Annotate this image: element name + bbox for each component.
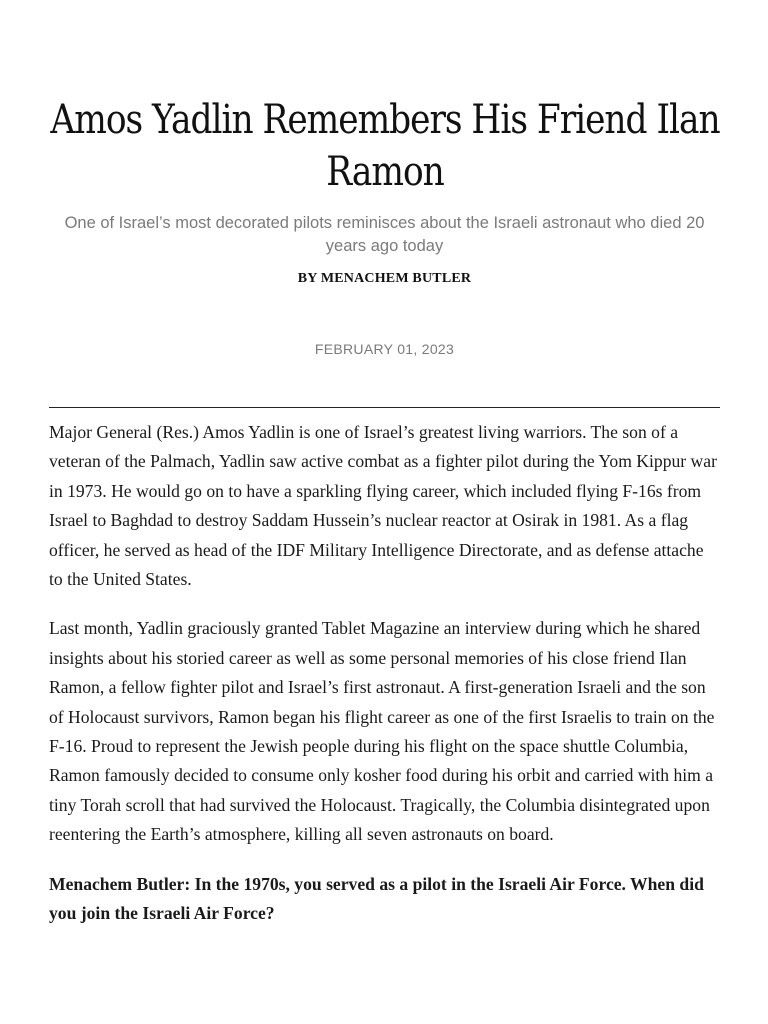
interview-question: Menachem Butler: In the 1970s, you served as a pilot in the Israeli Air Force. When did you join the Israeli Air Force?	[49, 873, 704, 924]
article-body	[49, 418, 720, 929]
author-link[interactable]: MENACHEM BUTLER	[320, 271, 472, 286]
paragraph-intro: Major General (Res.) Amos Yadlin is one of Israel’s greatest living warriors. The son of a veteran of the Palmach, Yadlin saw active combat as a fighter pilot during the Yom Kippur war in 1973. He would go on to have a sparkling flying career, which included flying F-16s from Israel to Baghdad to destroy Saddam Hussein’s nuclear reactor at Osirak in 1981. As a flag officer, he served as head of the IDF Military Intelligence Directorate, and as defense attache to the United States.	[49, 422, 717, 590]
divider	[49, 407, 720, 408]
paragraph-background: Last month, Yadlin graciously granted Tablet Magazine an interview during which he shared insights about his storied career as well as some personal memories of his close friend Ilan Ramon, a fellow fighter pilot and Israel’s first astronaut. A first-generation Israeli and the son of Holocaust survivors, Ramon began his flight career as one of the first Israelis to train on the F-16. Proud to represent the Jewish people during his flight on the space shuttle Columbia, Ramon famously decided to consume only kosher food during his orbit and carried with him a tiny Torah scroll that had survived the Holocaust. Tragically, the Columbia disintegrated upon reentering the Earth’s atmosphere, killing all seven astronauts on board.	[49, 618, 715, 845]
subheadline: One of Israel’s most decorated pilots reminisces about the Israeli astronaut who died 20 years ago today	[64, 214, 705, 255]
publish-date: FEBRUARY 01, 2023	[314, 341, 455, 357]
byline-prefix: BY	[297, 271, 318, 286]
article	[49, 0, 720, 949]
byline	[49, 271, 720, 287]
headline: Amos Yadlin Remembers His Friend Ilan Ramon	[50, 97, 720, 195]
